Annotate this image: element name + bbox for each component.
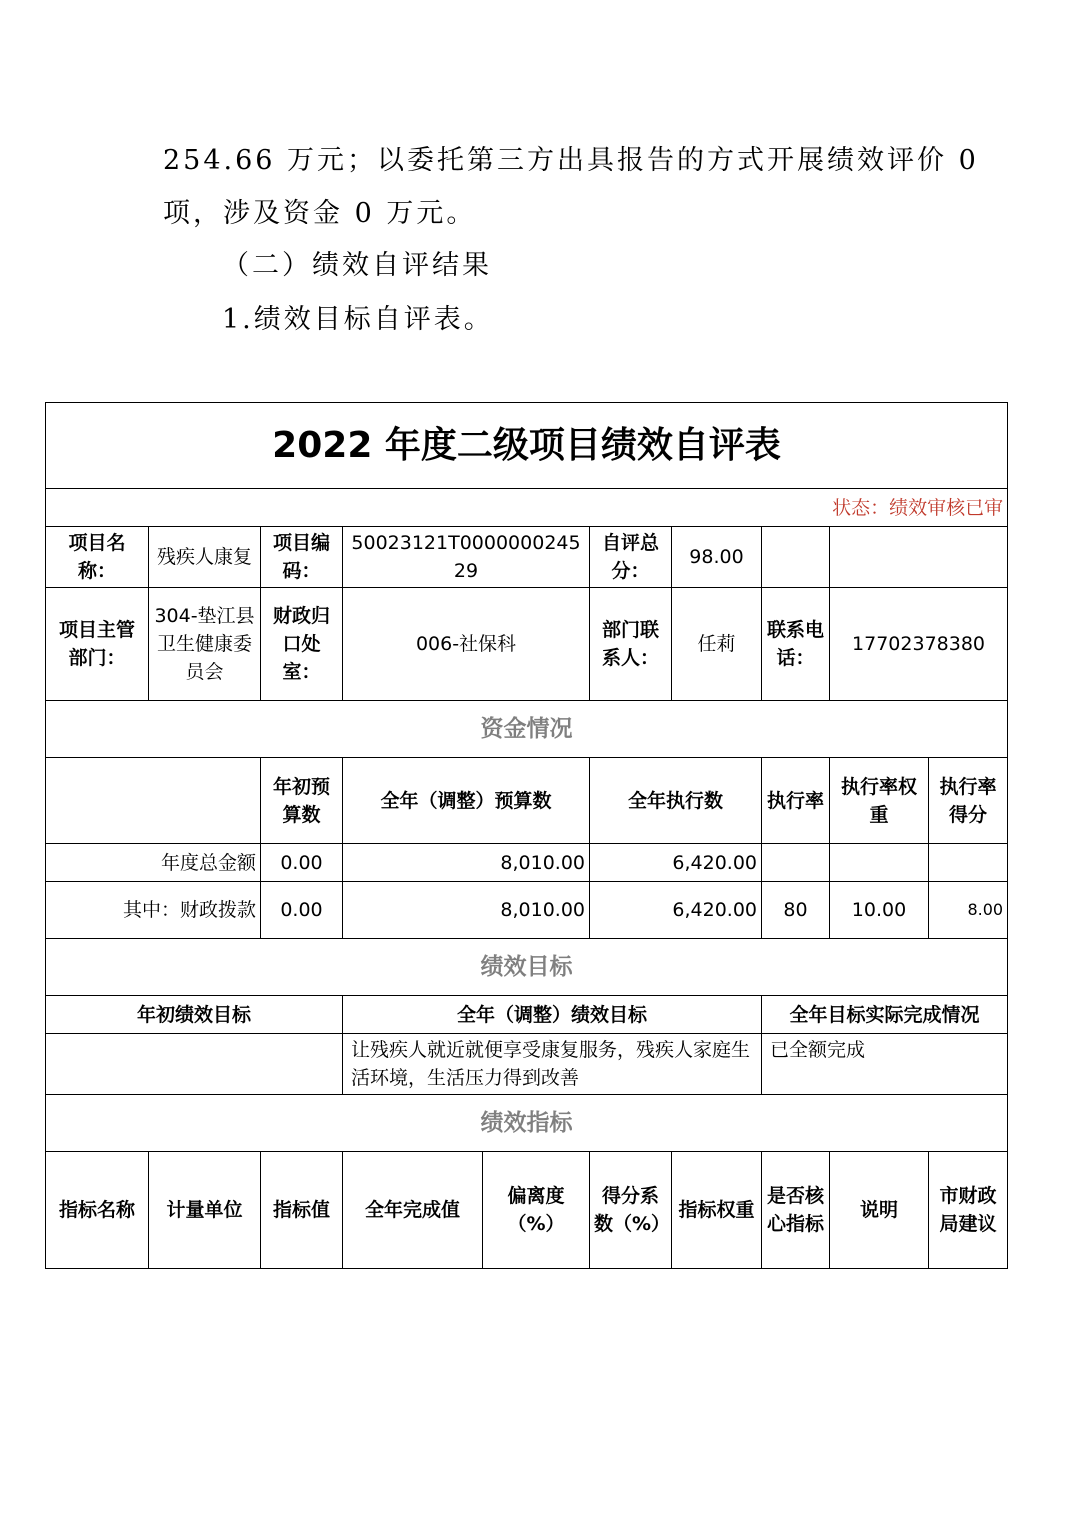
empty-cell: [46, 758, 261, 844]
funds-header-weight: 执行率权重: [830, 758, 929, 844]
phone-value: 17702378380: [830, 588, 1008, 701]
empty-cell: [762, 527, 830, 588]
funds-initial: 0.00: [261, 844, 343, 882]
goals-header-actual: 全年目标实际完成情况: [762, 996, 1008, 1034]
indicator-header-note: 说明: [830, 1152, 929, 1269]
contact-value: 任莉: [672, 588, 762, 701]
indicator-header-completed: 全年完成值: [343, 1152, 483, 1269]
empty-cell: [830, 527, 1008, 588]
funds-executed: 6,420.00: [590, 882, 762, 939]
score-value: 98.00: [672, 527, 762, 588]
indicator-header-name: 指标名称: [46, 1152, 149, 1269]
contact-label: 部门联系人：: [590, 588, 672, 701]
funds-weight: 10.00: [830, 882, 929, 939]
funds-header-executed: 全年执行数: [590, 758, 762, 844]
project-name-label: 项目名称：: [46, 527, 149, 588]
goals-header-initial: 年初绩效目标: [46, 996, 343, 1034]
funds-row-label: 年度总金额: [46, 844, 261, 882]
table-row: [46, 844, 1008, 882]
funds-header-initial: 年初预算数: [261, 758, 343, 844]
indicator-header-unit: 计量单位: [149, 1152, 261, 1269]
self-evaluation-table: [45, 402, 1008, 1269]
goals-initial-value: [46, 1034, 343, 1095]
funds-header-score: 执行率得分: [929, 758, 1008, 844]
office-label: 财政归口处室：: [261, 588, 343, 701]
project-code-label: 项目编码：: [261, 527, 343, 588]
goals-adjusted-value: 让残疾人就近就便享受康复服务，残疾人家庭生活环境，生活压力得到改善: [343, 1034, 762, 1095]
score-label: 自评总分：: [590, 527, 672, 588]
goals-header-adjusted: 全年（调整）绩效目标: [343, 996, 762, 1034]
project-code-value: 50023121T000000024529: [343, 527, 590, 588]
funds-score: 8.00: [929, 882, 1008, 939]
funds-rate: 80: [762, 882, 830, 939]
dept-label: 项目主管部门：: [46, 588, 149, 701]
indicator-header-coefficient: 得分系数（%）: [590, 1152, 672, 1269]
funds-weight: [830, 844, 929, 882]
office-value: 006-社保科: [343, 588, 590, 701]
indicator-header-core: 是否核心指标: [762, 1152, 830, 1269]
funds-section-title: 资金情况: [46, 701, 1008, 758]
funds-executed: 6,420.00: [590, 844, 762, 882]
intro-paragraph-1: 254.66 万元；以委托第三方出具报告的方式开展绩效评价 0: [163, 145, 979, 176]
status-text: 状态：绩效审核已审: [46, 489, 1008, 527]
subsection-heading: 1.绩效目标自评表。: [222, 304, 494, 335]
project-name-value: 残疾人康复: [149, 527, 261, 588]
funds-adjusted: 8,010.00: [343, 882, 590, 939]
goals-actual-value: 已全额完成: [762, 1034, 1008, 1095]
indicator-header-advice: 市财政局建议: [929, 1152, 1008, 1269]
form-title: 2022 年度二级项目绩效自评表: [46, 403, 1008, 489]
funds-row-label: 其中：财政拨款: [46, 882, 261, 939]
indicator-header-value: 指标值: [261, 1152, 343, 1269]
indicator-header-weight: 指标权重: [672, 1152, 762, 1269]
funds-header-adjusted: 全年（调整）预算数: [343, 758, 590, 844]
indicator-header-deviation: 偏离度（%）: [483, 1152, 590, 1269]
goals-section-title: 绩效目标: [46, 939, 1008, 996]
phone-label: 联系电话：: [762, 588, 830, 701]
funds-rate: [762, 844, 830, 882]
indicators-section-title: 绩效指标: [46, 1095, 1008, 1152]
funds-initial: 0.00: [261, 882, 343, 939]
table-row: [46, 882, 1008, 939]
funds-score: [929, 844, 1008, 882]
section-heading: （二）绩效自评结果: [222, 250, 492, 281]
funds-header-rate: 执行率: [762, 758, 830, 844]
funds-adjusted: 8,010.00: [343, 844, 590, 882]
dept-value: 304-垫江县卫生健康委员会: [149, 588, 261, 701]
intro-paragraph-2: 项，涉及资金 0 万元。: [163, 198, 477, 229]
